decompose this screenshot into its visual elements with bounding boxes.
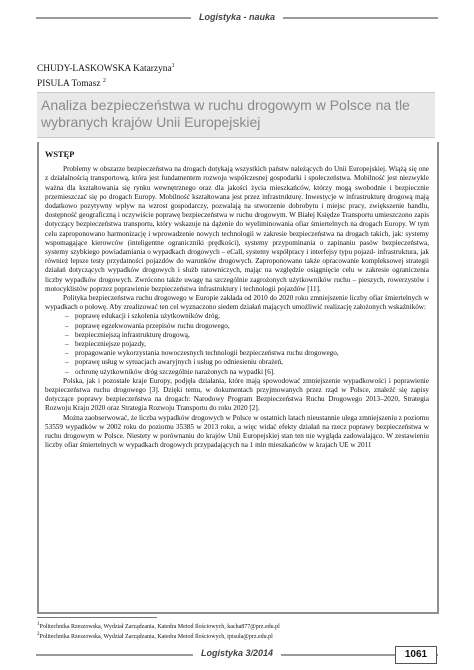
running-header: [0, 10, 474, 24]
section-heading: WSTĘP: [45, 150, 75, 159]
footnotes: [37, 613, 435, 641]
list-item: – poprawę edukacji i szkolenia użytkowników dróg,: [75, 312, 429, 321]
title-box: [37, 92, 435, 138]
author-1: CHUDY-LASKOWSKA Katarzyna$^1$: [37, 63, 175, 75]
footnote-1: $^1$Politechnika Rzeszowska, Wydział Zarządzania, Katedra Metod Ilościowych, kacha877@prz.edu.pl: [37, 622, 280, 630]
footnote-rule: [37, 617, 157, 618]
running-footer: [0, 644, 474, 666]
list-item: – propagowanie wykorzystania nowoczesnych technologii bezpieczeństwa ruchu drogowego,: [75, 349, 429, 358]
header-tag: Logistyka - nauka: [191, 10, 283, 24]
list-item: – ochronę użytkowników dróg szczególnie narażonych na wypadki [6].: [75, 368, 429, 377]
article-title: Analiza bezpieczeństwa w ruchu drogowym w Polsce na tle wybranych krajów Unii Europejskiej: [41, 97, 410, 130]
list-item: – poprawę usług w sytuacjach awaryjnych i usług po odniesieniu obrażeń,: [75, 358, 429, 367]
paragraph: Polityka bezpieczeństwa ruchu drogowego w Europie zakłada od 2010 do 2020 roku zmniejszenie liczby ofiar śmiertelnych w wypadkach o połowę. Aby zrealizować ten cel wyznaczono siedem działań mających umożliwić realizację założonych wskaźników:: [45, 294, 429, 312]
journal-issue: Logistyka 3/2014: [193, 648, 281, 658]
paragraph: Problemy w obszarze bezpieczeństwa na drogach dotykają wszystkich państw należących do Unii Europejskiej. Wiążą się one z działalnością transportową, która jest fundamentem rozwoju współczesnej gospodarki i społeczeństwa. Mobilność jest niezwykle ważna dla kształtowania się rynku wewnętrznego oraz dla jakości życia mieszkańców, którzy mogą swobodnie i bezpiecznie przemieszczać się po drogach Europy. Mobilność kształtowana jest przez infrastrukturę. Inwestycje w infrastrukturę drogową mają dodatkowo pozytywny wpływ na wzrost gospodarczy, pozwalają na stworzenie dobrobytu i miejsc pracy, zwiększenie handlu, dostępność geograficzną i oczywiście poprawę bezpieczeństwa w ruchu drogowym. W Białej Księdze Transportu umieszczono zapis dotyczący bezpieczeństwa transportu, który wskazuje na dążenie do wyeliminowania ofiar śmiertelnych na drogach Europy. W tym celu zaproponowano harmonizację i wprowadzenie nowych technologii w zakresie bezpieczeństwa na drogach takich, jak: systemy wspomagające kierowców (inteligentne ograniczniki prędkości), systemy przypominania o zapinaniu pasów bezpieczeństwa, systemy szybkiego powiadamiania o wypadkach drogowych – eCall, systemy współpracy i interfejsy typu pojazd- infrastruktura, jak również lepsze testy przydatności pojazdów do warunków drogowych. Zaproponowano także opracowanie kompleksowej strategii działań dotyczących wypadków drogowych i służb ratowniczych, mając na względzie osiągnięcie celu w zakresie ograniczenia liczby wypadków drogowych. Zwrócono także uwagę na szczególnie zagrożonych użytkowników ruchu – pieszych, rowerzystów i motocyklistów poprzez poprawienie bezpieczeństwa infrastruktury i technologii pojazdów [11].: [45, 165, 429, 293]
article-body-frame: [37, 142, 439, 614]
list-item: – bezpieczniejsze pojazdy,: [75, 340, 429, 349]
list-item: – bezpieczniejszą infrastrukturę drogową,: [75, 331, 429, 340]
article-body: [45, 150, 429, 451]
page-number: 1061: [395, 646, 437, 664]
author-2: PISULA Tomasz $^2$: [37, 78, 106, 90]
bullet-list: [45, 312, 429, 376]
paragraph: Można zaobserwować, że liczba wypadków drogowych w Polsce w ostatnich latach nieustannie ulega zmniejszeniu z poziomu 53559 wypadków w 2002 roku do poziomu 35385 w 2013 roku, a więc widać efekty działań na rzecz poprawy bezpieczeństwa w ruchu drogowym w Polsce. Niestety w porównaniu do krajów Unii Europejskiej stan ten nie wygląda zadowalająco. W zestawieniu liczby ofiar śmiertelnych w wypadkach drogowych przypadających na 1 mln mieszkańców w krajach UE w 2011: [45, 413, 429, 450]
footnote-2: $^2$Politechnika Rzeszowska, Wydział Zarządzania, Katedra Metod Ilościowych, tpisula@prz.edu.pl: [37, 632, 273, 641]
list-item: – poprawę egzekwowania przepisów ruchu drogowego,: [75, 322, 429, 331]
paragraph: Polska, jak i pozostałe kraje Europy, podjęła działania, które mają spowodować zmniejszenie wypadkowości i poprawienie bezpieczeństwa ruchu drogowego [3]. Dzięki temu, w dokumentach przyjmowanych przez rząd w Polsce, znaleźć się zapisy dotyczące poprawy bezpieczeństwa na drogach: Narodowy Program Bezpieczeństwa Ruchu Drogowego 2013–2020, Strategia Rozwoju Kraju 2020 oraz Strategia Rozwoju Transportu do roku 2020 [2].: [45, 376, 429, 413]
authors-block: [37, 60, 175, 90]
